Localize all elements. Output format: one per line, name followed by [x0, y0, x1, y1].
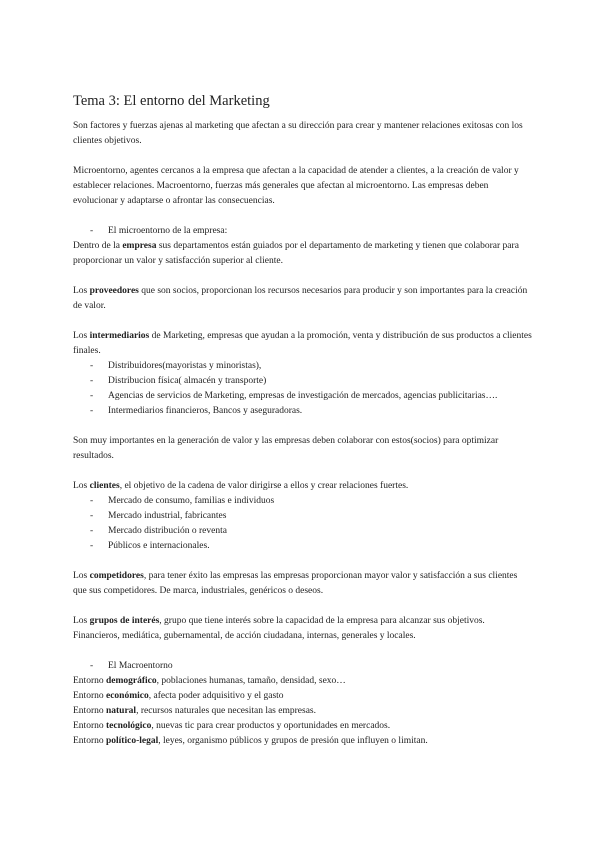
list-item: - Agencias de servicios de Marketing, empresas de investigación de mercados, agencias publicitarias….	[73, 389, 533, 404]
list-item: - Mercado de consumo, familias e individuos	[73, 494, 533, 509]
socios-paragraph: Son muy importantes en la generación de valor y las empresas deben colaborar con estos(socios) para optimizar resultados.	[73, 436, 499, 461]
proveedores-paragraph: Los proveedores que son socios, proporcionan los recursos necesarios para producir y son importantes para la creación de valor.	[73, 286, 528, 311]
micro-heading-list	[73, 224, 533, 239]
list-item: - Mercado industrial, fabricantes	[73, 509, 533, 524]
macro-item: Entorno económico, afecta poder adquisitivo y el gasto	[73, 691, 284, 701]
empresa-paragraph: Dentro de la empresa sus departamentos están guiados por el departamento de marketing y tienen que colaborar para proporcionar un valor y satisfacción superior al cliente.	[73, 241, 519, 266]
list-item: - Distribucion física( almacén y transporte)	[73, 374, 533, 389]
competidores-paragraph: Los competidores, para tener éxito las empresas las empresas proporcionan mayor valor y satisfacción a sus clientes que sus competidores. De marca, industriales, genéricos o deseos.	[73, 571, 518, 596]
list-item: - Mercado distribución o reventa	[73, 524, 533, 539]
list-item: - Públicos e internacionales.	[73, 539, 533, 554]
intermediarios-paragraph: Los intermediarios de Marketing, empresas que ayudan a la promoción, venta y distribución de sus productos a clientes finales.	[73, 331, 532, 356]
macro-item: Entorno demográfico, poblaciones humanas, tamaño, densidad, sexo…	[73, 676, 346, 686]
micro-macro-paragraph: Microentorno, agentes cercanos a la empresa que afectan a la capacidad de atender a clientes, a la creación de valor y establecer relaciones. Macroentorno, fuerzas más generales que afectan al microentorno. Las empresas deben evolucionar y adaptarse o afrontar las consecuencias.	[73, 166, 519, 206]
clientes-paragraph: Los clientes, el objetivo de la cadena de valor dirigirse a ellos y crear relaciones fuertes.	[73, 481, 409, 491]
macro-item: Entorno político-legal, leyes, organismo públicos y grupos de presión que influyen o limitan.	[73, 736, 428, 746]
list-item: - Distribuidores(mayoristas y minoristas),	[73, 359, 533, 374]
list-item: - Intermediarios financieros, Bancos y aseguradoras.	[73, 404, 533, 419]
micro-heading: - El microentorno de la empresa:	[73, 224, 533, 239]
intermediarios-list	[73, 359, 533, 419]
macro-item: Entorno tecnológico, nuevas tic para crear productos y oportunidades en mercados.	[73, 721, 391, 731]
macro-heading-list	[73, 659, 533, 674]
page-title: Tema 3: El entorno del Marketing	[73, 93, 270, 109]
clientes-list	[73, 494, 533, 554]
macro-item: Entorno natural, recursos naturales que necesitan las empresas.	[73, 706, 316, 716]
document-body	[73, 92, 533, 749]
intro-paragraph: Son factores y fuerzas ajenas al marketing que afectan a su dirección para crear y mantener relaciones exitosas con los clientes objetivos.	[73, 121, 523, 146]
macro-heading: - El Macroentorno	[73, 659, 533, 674]
grupos-paragraph: Los grupos de interés, grupo que tiene interés sobre la capacidad de la empresa para alcanzar sus objetivos. Financieros, mediática, gubernamental, de acción ciudadana, internas, generales y locales.	[73, 616, 485, 641]
